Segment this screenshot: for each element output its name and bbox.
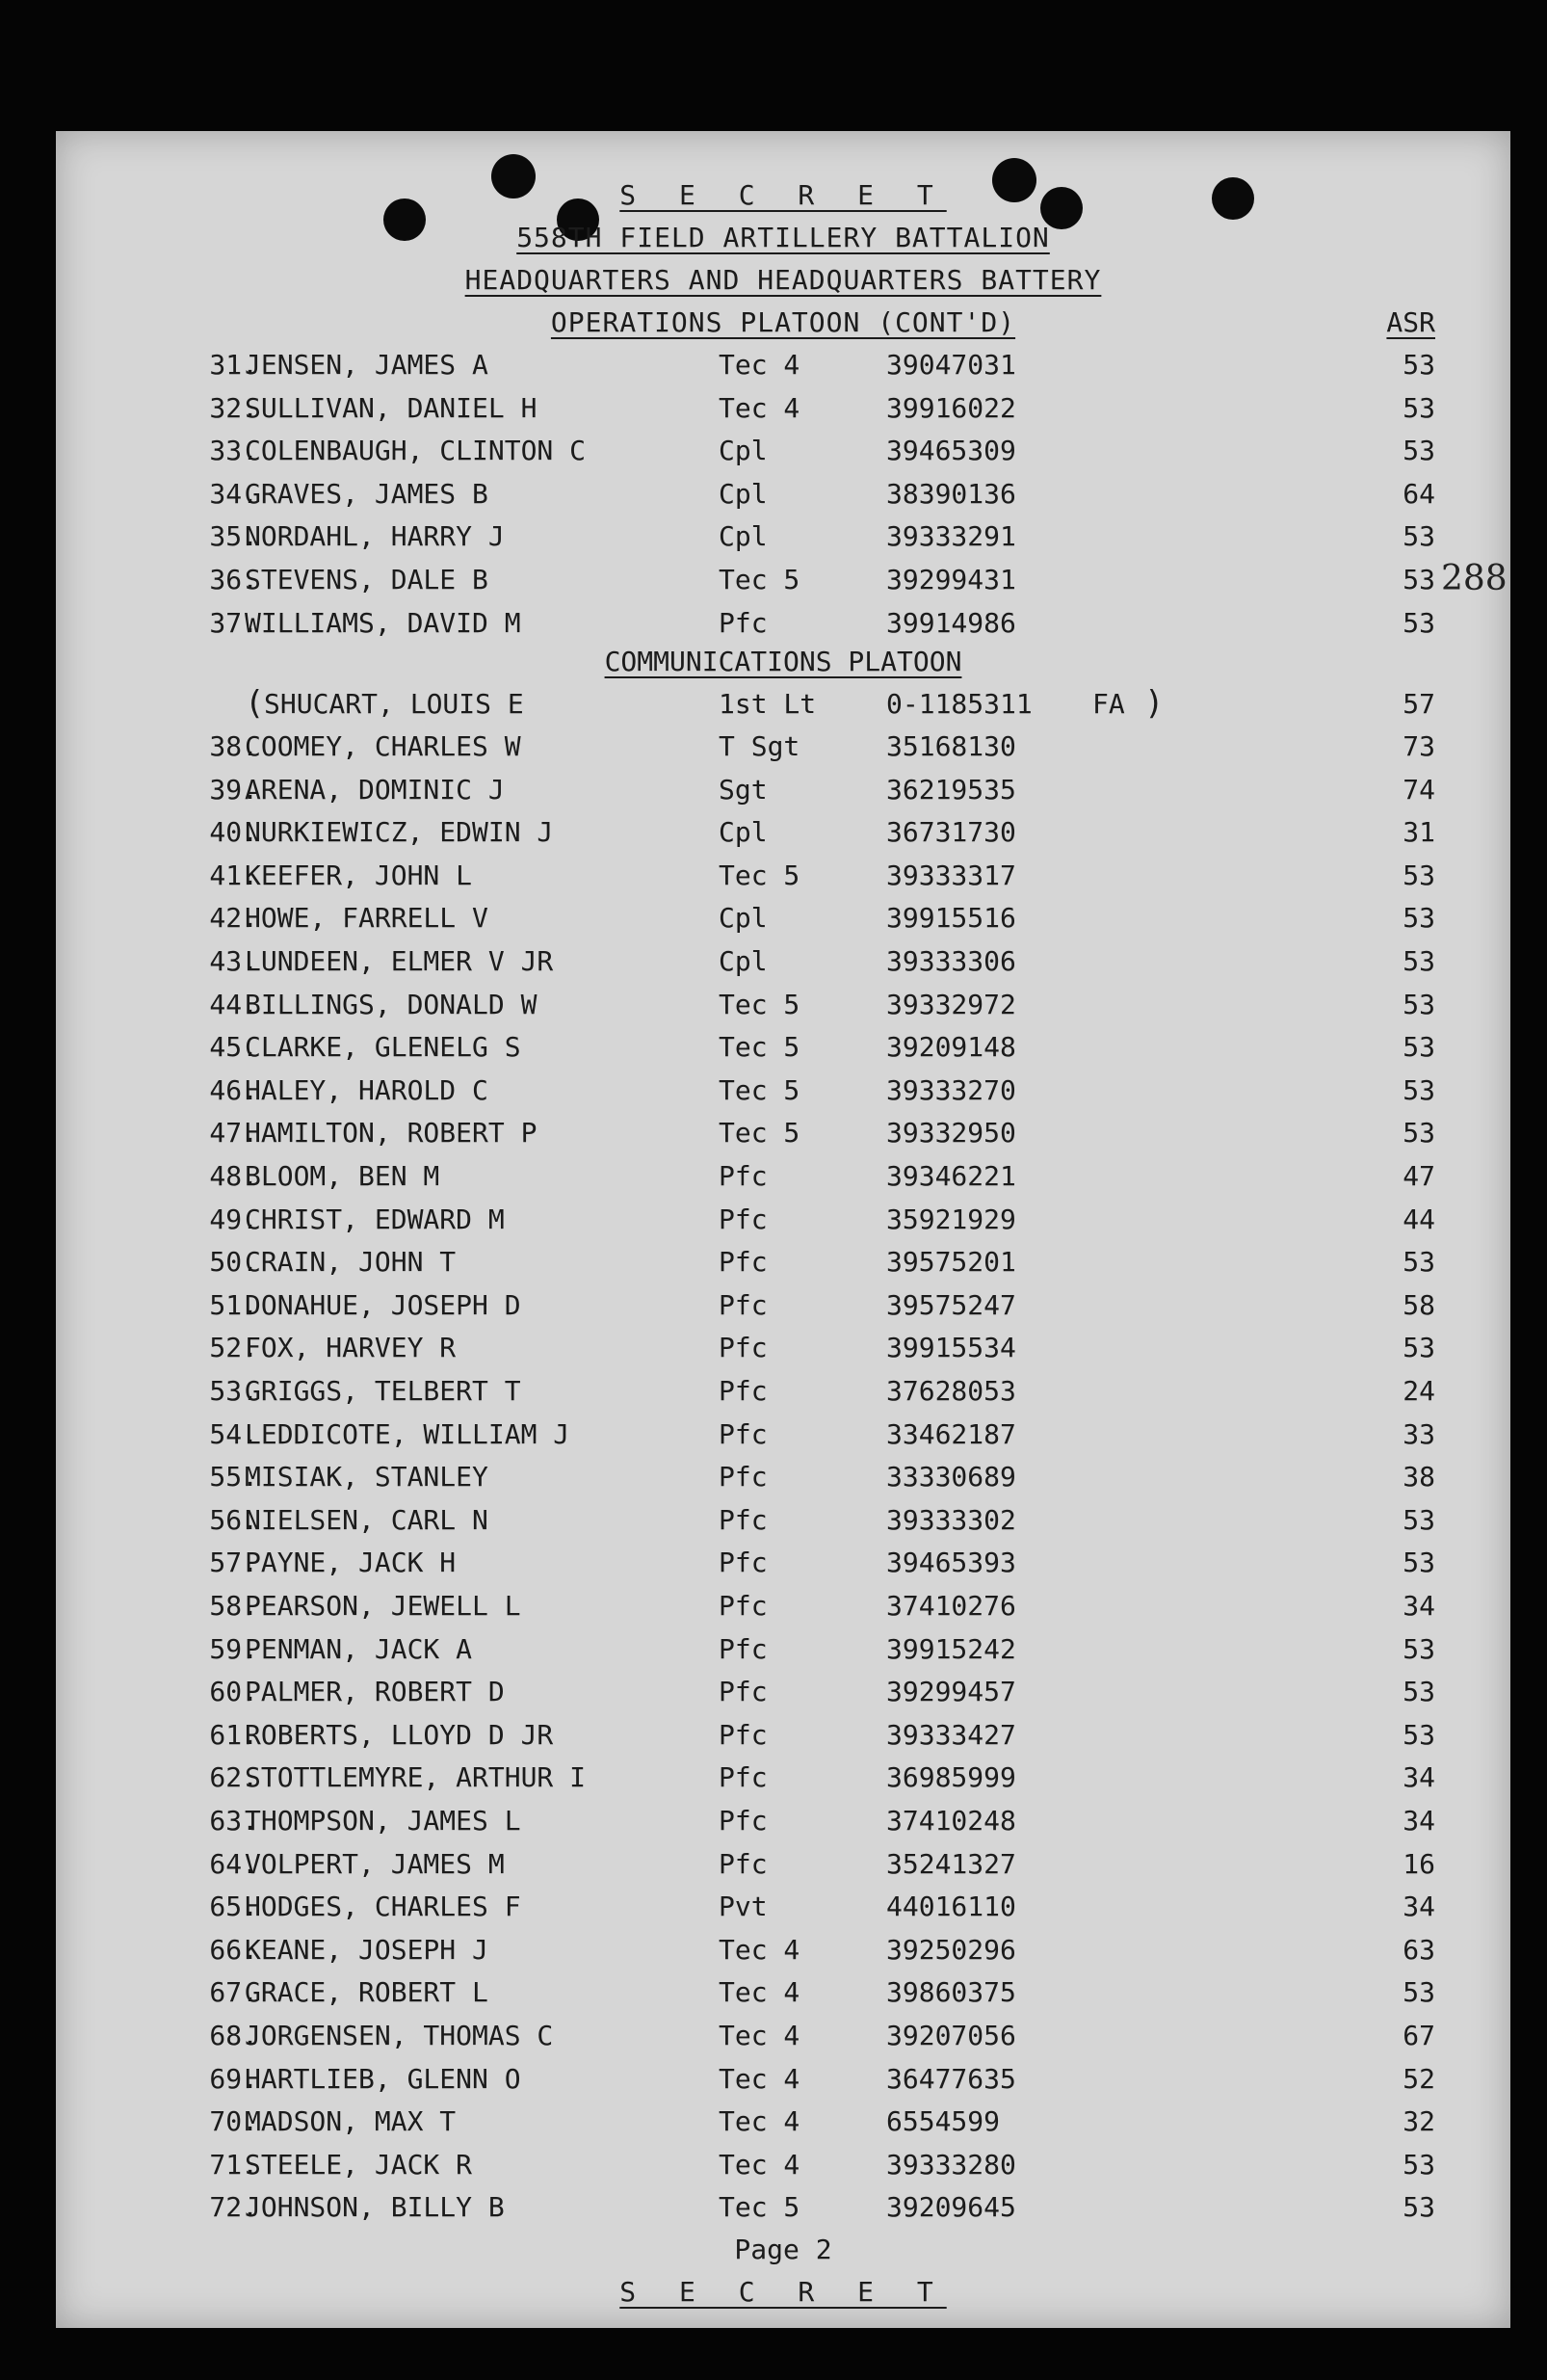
row-asr: 52: [1403, 2062, 1435, 2095]
row-asr: 53: [1403, 1718, 1435, 1751]
row-rank: Cpl: [719, 902, 768, 935]
row-rank: Pfc: [719, 1160, 768, 1192]
table-row: [56, 1848, 1510, 1891]
row-name: ARENA, DOMINIC J: [245, 773, 505, 806]
table-row: [56, 478, 1510, 520]
row-serial: 39047031: [886, 349, 1016, 381]
table-row: [56, 989, 1510, 1031]
row-name: STEVENS, DALE B: [245, 564, 488, 595]
table-row: [56, 1418, 1510, 1461]
row-name: JORGENSEN, THOMAS C: [245, 2020, 554, 2051]
row-name: COOMEY, CHARLES W: [245, 730, 521, 762]
officer-serial: 0-1185311: [886, 688, 1033, 720]
row-serial: 39333302: [886, 1503, 1016, 1536]
row-name: HALEY, HAROLD C: [245, 1073, 488, 1106]
row-number: 33.: [209, 435, 258, 467]
row-number: 47.: [209, 1117, 258, 1150]
row-asr: 53: [1403, 391, 1435, 424]
table-row: [56, 1246, 1510, 1288]
row-number: 32.: [209, 391, 258, 424]
row-asr: 63: [1403, 1933, 1435, 1966]
row-serial: 39333306: [886, 945, 1016, 977]
row-name: MISIAK, STANLEY: [245, 1461, 488, 1494]
row-number: 41.: [209, 859, 258, 891]
row-rank: Pfc: [719, 1718, 768, 1751]
row-asr: 34: [1403, 1891, 1435, 1923]
row-number: 34.: [209, 477, 258, 510]
row-name: GRIGGS, TELBERT T: [245, 1375, 521, 1407]
table-row: [56, 1031, 1510, 1073]
row-serial: 39860375: [886, 1976, 1016, 2009]
row-name: GRACE, ROBERT L: [245, 1976, 488, 2009]
table-row: [56, 1633, 1510, 1676]
row-name: FOX, HARVEY R: [245, 1332, 457, 1364]
row-rank: Cpl: [719, 945, 768, 977]
row-asr: 53: [1403, 859, 1435, 891]
row-serial: 36985999: [886, 1761, 1016, 1794]
officer-asr: 57: [1403, 688, 1435, 720]
row-name: KEANE, JOSEPH J: [245, 1933, 488, 1966]
row-number: 58.: [209, 1590, 258, 1622]
row-serial: 35921929: [886, 1203, 1016, 1235]
row-name: WILLIAMS, DAVID M: [245, 606, 521, 639]
row-rank: Tec 5: [719, 859, 800, 891]
row-asr: 44: [1403, 1203, 1435, 1235]
row-rank: Pfc: [719, 1761, 768, 1794]
row-serial: 39299457: [886, 1676, 1016, 1708]
row-name: PEARSON, JEWELL L: [245, 1590, 521, 1622]
row-rank: Cpl: [719, 520, 768, 553]
bracket-right: ): [1144, 684, 1165, 723]
row-name: NORDAHL, HARRY J: [245, 520, 505, 553]
officer-branch: FA: [1092, 688, 1125, 720]
row-number: 69.: [209, 2062, 258, 2095]
row-number: 53.: [209, 1375, 258, 1407]
table-row: [56, 2149, 1510, 2191]
row-serial: 36219535: [886, 773, 1016, 806]
row-number: 44.: [209, 988, 258, 1020]
row-rank: Pfc: [719, 1332, 768, 1364]
row-rank: Pfc: [719, 1246, 768, 1279]
row-number: 49.: [209, 1203, 258, 1235]
row-asr: 53: [1403, 945, 1435, 977]
row-serial: 39465393: [886, 1547, 1016, 1579]
table-row: [56, 1461, 1510, 1503]
row-name: JENSEN, JAMES A: [245, 349, 488, 381]
officer-rank: 1st Lt: [719, 688, 817, 720]
row-serial: 36477635: [886, 2062, 1016, 2095]
row-serial: 39333427: [886, 1718, 1016, 1751]
row-asr: 24: [1403, 1375, 1435, 1407]
row-asr: 47: [1403, 1160, 1435, 1192]
row-asr: 38: [1403, 1461, 1435, 1494]
table-row: [56, 2105, 1510, 2148]
classification-bottom: S E C R E T: [619, 2276, 947, 2308]
row-number: 40.: [209, 816, 258, 849]
row-number: 43.: [209, 945, 258, 977]
row-asr: 53: [1403, 606, 1435, 639]
row-serial: 39332950: [886, 1117, 1016, 1150]
row-rank: Pfc: [719, 1590, 768, 1622]
row-name: BILLINGS, DONALD W: [245, 988, 538, 1020]
row-number: 64.: [209, 1847, 258, 1880]
row-name: BLOOM, BEN M: [245, 1160, 440, 1192]
row-asr: 34: [1403, 1805, 1435, 1837]
table-row: [56, 1117, 1510, 1159]
table-row: [56, 945, 1510, 988]
row-serial: 38390136: [886, 477, 1016, 510]
row-number: 63.: [209, 1805, 258, 1837]
row-asr: 64: [1403, 477, 1435, 510]
page-number: Page 2: [734, 2234, 832, 2265]
row-serial: 37410276: [886, 1590, 1016, 1622]
row-serial: 39575201: [886, 1246, 1016, 1279]
row-rank: Tec 5: [719, 1031, 800, 1064]
row-serial: 35168130: [886, 730, 1016, 762]
row-number: 31.: [209, 349, 258, 381]
bracket-left: (: [245, 684, 265, 723]
row-number: 56.: [209, 1503, 258, 1536]
row-asr: 53: [1403, 2148, 1435, 2181]
table-row: [56, 607, 1510, 649]
row-asr: 16: [1403, 1847, 1435, 1880]
table-row: [56, 730, 1510, 773]
table-row: [56, 520, 1510, 563]
row-name: HOWE, FARRELL V: [245, 902, 488, 935]
row-asr: 73: [1403, 730, 1435, 762]
row-rank: Pfc: [719, 1676, 768, 1708]
row-rank: Pfc: [719, 1288, 768, 1321]
row-serial: 39575247: [886, 1288, 1016, 1321]
row-asr: 53: [1403, 1246, 1435, 1279]
row-serial: 39915242: [886, 1632, 1016, 1665]
row-number: 50.: [209, 1246, 258, 1279]
row-rank: Cpl: [719, 435, 768, 467]
table-row: [56, 1976, 1510, 2019]
row-serial: 33462187: [886, 1417, 1016, 1450]
row-rank: Tec 4: [719, 2020, 800, 2051]
row-name: HARTLIEB, GLENN O: [245, 2062, 521, 2095]
row-serial: 37628053: [886, 1375, 1016, 1407]
row-asr: 53: [1403, 1676, 1435, 1708]
row-asr: 53: [1403, 435, 1435, 467]
row-number: 42.: [209, 902, 258, 935]
row-serial: 37410248: [886, 1805, 1016, 1837]
communications-heading: COMMUNICATIONS PLATOON: [604, 646, 962, 677]
row-name: CLARKE, GLENELG S: [245, 1031, 521, 1064]
row-serial: 39333317: [886, 859, 1016, 891]
row-rank: Pfc: [719, 1203, 768, 1235]
row-number: 67.: [209, 1976, 258, 2009]
table-row: [56, 1547, 1510, 1589]
table-row: [56, 1375, 1510, 1417]
row-serial: 39346221: [886, 1160, 1016, 1192]
row-asr: 53: [1403, 1547, 1435, 1579]
row-number: 35.: [209, 520, 258, 553]
row-serial: 39333280: [886, 2148, 1016, 2181]
table-row: [56, 392, 1510, 435]
row-number: 65.: [209, 1891, 258, 1923]
row-number: 70.: [209, 2105, 258, 2138]
row-name: CHRIST, EDWARD M: [245, 1203, 505, 1235]
row-name: STOTTLEMYRE, ARTHUR I: [245, 1761, 587, 1794]
row-rank: Tec 4: [719, 349, 800, 381]
row-name: PALMER, ROBERT D: [245, 1676, 505, 1708]
row-asr: 53: [1403, 520, 1435, 553]
table-row: [56, 1805, 1510, 1847]
unit-title: 558TH FIELD ARTILLERY BATTALION: [516, 222, 1050, 253]
row-serial: 39914986: [886, 606, 1016, 639]
row-asr: 31: [1403, 816, 1435, 849]
row-rank: Tec 5: [719, 1073, 800, 1106]
row-serial: 6554599: [886, 2105, 1001, 2138]
margin-note: 288: [1441, 559, 1508, 598]
row-asr: 58: [1403, 1288, 1435, 1321]
row-rank: Pfc: [719, 1632, 768, 1665]
row-name: LUNDEEN, ELMER V JR: [245, 945, 554, 977]
row-number: 55.: [209, 1461, 258, 1494]
row-asr: 53: [1403, 564, 1435, 595]
table-row: [56, 2063, 1510, 2105]
table-row: [56, 1891, 1510, 1933]
row-serial: 39299431: [886, 564, 1016, 595]
row-name: GRAVES, JAMES B: [245, 477, 488, 510]
row-asr: 67: [1403, 2020, 1435, 2051]
row-rank: Tec 4: [719, 1933, 800, 1966]
row-serial: 39915534: [886, 1332, 1016, 1364]
row-name: MADSON, MAX T: [245, 2105, 457, 2138]
row-name: DONAHUE, JOSEPH D: [245, 1288, 521, 1321]
row-rank: Pfc: [719, 606, 768, 639]
row-name: COLENBAUGH, CLINTON C: [245, 435, 587, 467]
row-asr: 53: [1403, 1117, 1435, 1150]
row-serial: 39250296: [886, 1933, 1016, 1966]
row-number: 39.: [209, 773, 258, 806]
row-number: 57.: [209, 1547, 258, 1579]
row-name: ROBERTS, LLOYD D JR: [245, 1718, 554, 1751]
row-number: 37.: [209, 606, 258, 639]
row-serial: 36731730: [886, 816, 1016, 849]
row-serial: 39333270: [886, 1073, 1016, 1106]
row-name: THOMPSON, JAMES L: [245, 1805, 521, 1837]
row-name: NURKIEWICZ, EDWIN J: [245, 816, 554, 849]
row-rank: Tec 5: [719, 988, 800, 1020]
row-rank: Pfc: [719, 1503, 768, 1536]
row-number: 45.: [209, 1031, 258, 1064]
row-asr: 53: [1403, 1976, 1435, 2009]
row-rank: Tec 4: [719, 2148, 800, 2181]
row-number: 60.: [209, 1676, 258, 1708]
asr-heading: ASR: [1386, 306, 1435, 338]
row-name: KEEFER, JOHN L: [245, 859, 473, 891]
row-serial: 39465309: [886, 435, 1016, 467]
row-number: 54.: [209, 1417, 258, 1450]
table-row: [56, 1934, 1510, 1976]
table-row: [56, 774, 1510, 816]
officer-name: SHUCART, LOUIS E: [264, 688, 524, 720]
row-number: 68.: [209, 2020, 258, 2051]
row-name: CRAIN, JOHN T: [245, 1246, 457, 1279]
row-number: 52.: [209, 1332, 258, 1364]
table-row: [56, 902, 1510, 944]
table-row: [56, 816, 1510, 859]
row-serial: 33330689: [886, 1461, 1016, 1494]
table-row: [56, 1676, 1510, 1718]
row-serial: 35241327: [886, 1847, 1016, 1880]
row-number: 62.: [209, 1761, 258, 1794]
row-asr: 34: [1403, 1761, 1435, 1794]
table-row: [56, 2020, 1510, 2062]
row-number: 71.: [209, 2148, 258, 2181]
row-rank: Tec 4: [719, 2105, 800, 2138]
row-serial: 39916022: [886, 391, 1016, 424]
row-name: LEDDICOTE, WILLIAM J: [245, 1417, 570, 1450]
row-rank: Tec 4: [719, 1976, 800, 2009]
row-serial: 39209148: [886, 1031, 1016, 1064]
row-asr: 53: [1403, 1073, 1435, 1106]
row-rank: Pfc: [719, 1417, 768, 1450]
row-number: 36.: [209, 564, 258, 595]
row-rank: Pvt: [719, 1891, 768, 1923]
row-name: PAYNE, JACK H: [245, 1547, 457, 1579]
battery-title: HEADQUARTERS AND HEADQUARTERS BATTERY: [464, 264, 1102, 296]
row-asr: 53: [1403, 1332, 1435, 1364]
row-rank: Tec 5: [719, 1117, 800, 1150]
row-rank: Pfc: [719, 1461, 768, 1494]
row-asr: 53: [1403, 1031, 1435, 1064]
row-rank: Cpl: [719, 477, 768, 510]
row-asr: 53: [1403, 349, 1435, 381]
row-asr: 53: [1403, 2191, 1435, 2224]
row-number: 72.: [209, 2191, 258, 2224]
row-rank: Pfc: [719, 1805, 768, 1837]
table-row: [56, 2191, 1510, 2234]
row-serial: 39332972: [886, 988, 1016, 1020]
row-number: 48.: [209, 1160, 258, 1192]
table-row: [56, 1074, 1510, 1117]
table-row: [56, 349, 1510, 391]
row-name: NIELSEN, CARL N: [245, 1503, 488, 1536]
row-number: 38.: [209, 730, 258, 762]
row-rank: Pfc: [719, 1847, 768, 1880]
row-asr: 33: [1403, 1417, 1435, 1450]
table-row: [56, 1160, 1510, 1203]
row-serial: 39333291: [886, 520, 1016, 553]
platoon-title: OPERATIONS PLATOON (CONT'D): [550, 306, 1016, 338]
row-serial: 39915516: [886, 902, 1016, 935]
document-page: [56, 131, 1510, 2328]
row-number: 61.: [209, 1718, 258, 1751]
table-row: [56, 1289, 1510, 1332]
row-name: JOHNSON, BILLY B: [245, 2191, 505, 2224]
table-row: [56, 435, 1510, 477]
classification-top: S E C R E T: [619, 179, 947, 211]
row-serial: 44016110: [886, 1891, 1016, 1923]
row-rank: Tec 4: [719, 391, 800, 424]
row-rank: Tec 5: [719, 2191, 800, 2224]
row-number: 46.: [209, 1073, 258, 1106]
row-asr: 53: [1403, 902, 1435, 935]
officer-row: [56, 684, 1510, 730]
row-asr: 53: [1403, 1503, 1435, 1536]
row-asr: 74: [1403, 773, 1435, 806]
row-name: HODGES, CHARLES F: [245, 1891, 521, 1923]
table-row: [56, 564, 1510, 606]
row-name: HAMILTON, ROBERT P: [245, 1117, 538, 1150]
table-row: [56, 1504, 1510, 1547]
table-row: [56, 1203, 1510, 1246]
row-rank: Tec 5: [719, 564, 800, 595]
row-number: 51.: [209, 1288, 258, 1321]
row-rank: Tec 4: [719, 2062, 800, 2095]
row-number: 66.: [209, 1933, 258, 1966]
table-row: [56, 1719, 1510, 1761]
row-asr: 32: [1403, 2105, 1435, 2138]
row-name: VOLPERT, JAMES M: [245, 1847, 505, 1880]
row-rank: T Sgt: [719, 730, 800, 762]
row-number: 59.: [209, 1632, 258, 1665]
row-asr: 53: [1403, 988, 1435, 1020]
row-serial: 39209645: [886, 2191, 1016, 2224]
row-rank: Sgt: [719, 773, 768, 806]
table-row: [56, 1590, 1510, 1632]
row-asr: 53: [1403, 1632, 1435, 1665]
row-rank: Pfc: [719, 1547, 768, 1579]
row-name: STEELE, JACK R: [245, 2148, 473, 2181]
row-serial: 39207056: [886, 2020, 1016, 2051]
row-rank: Cpl: [719, 816, 768, 849]
table-row: [56, 1761, 1510, 1804]
row-name: SULLIVAN, DANIEL H: [245, 391, 538, 424]
row-rank: Pfc: [719, 1375, 768, 1407]
row-name: PENMAN, JACK A: [245, 1632, 473, 1665]
table-row: [56, 859, 1510, 902]
table-row: [56, 1332, 1510, 1374]
row-asr: 34: [1403, 1590, 1435, 1622]
